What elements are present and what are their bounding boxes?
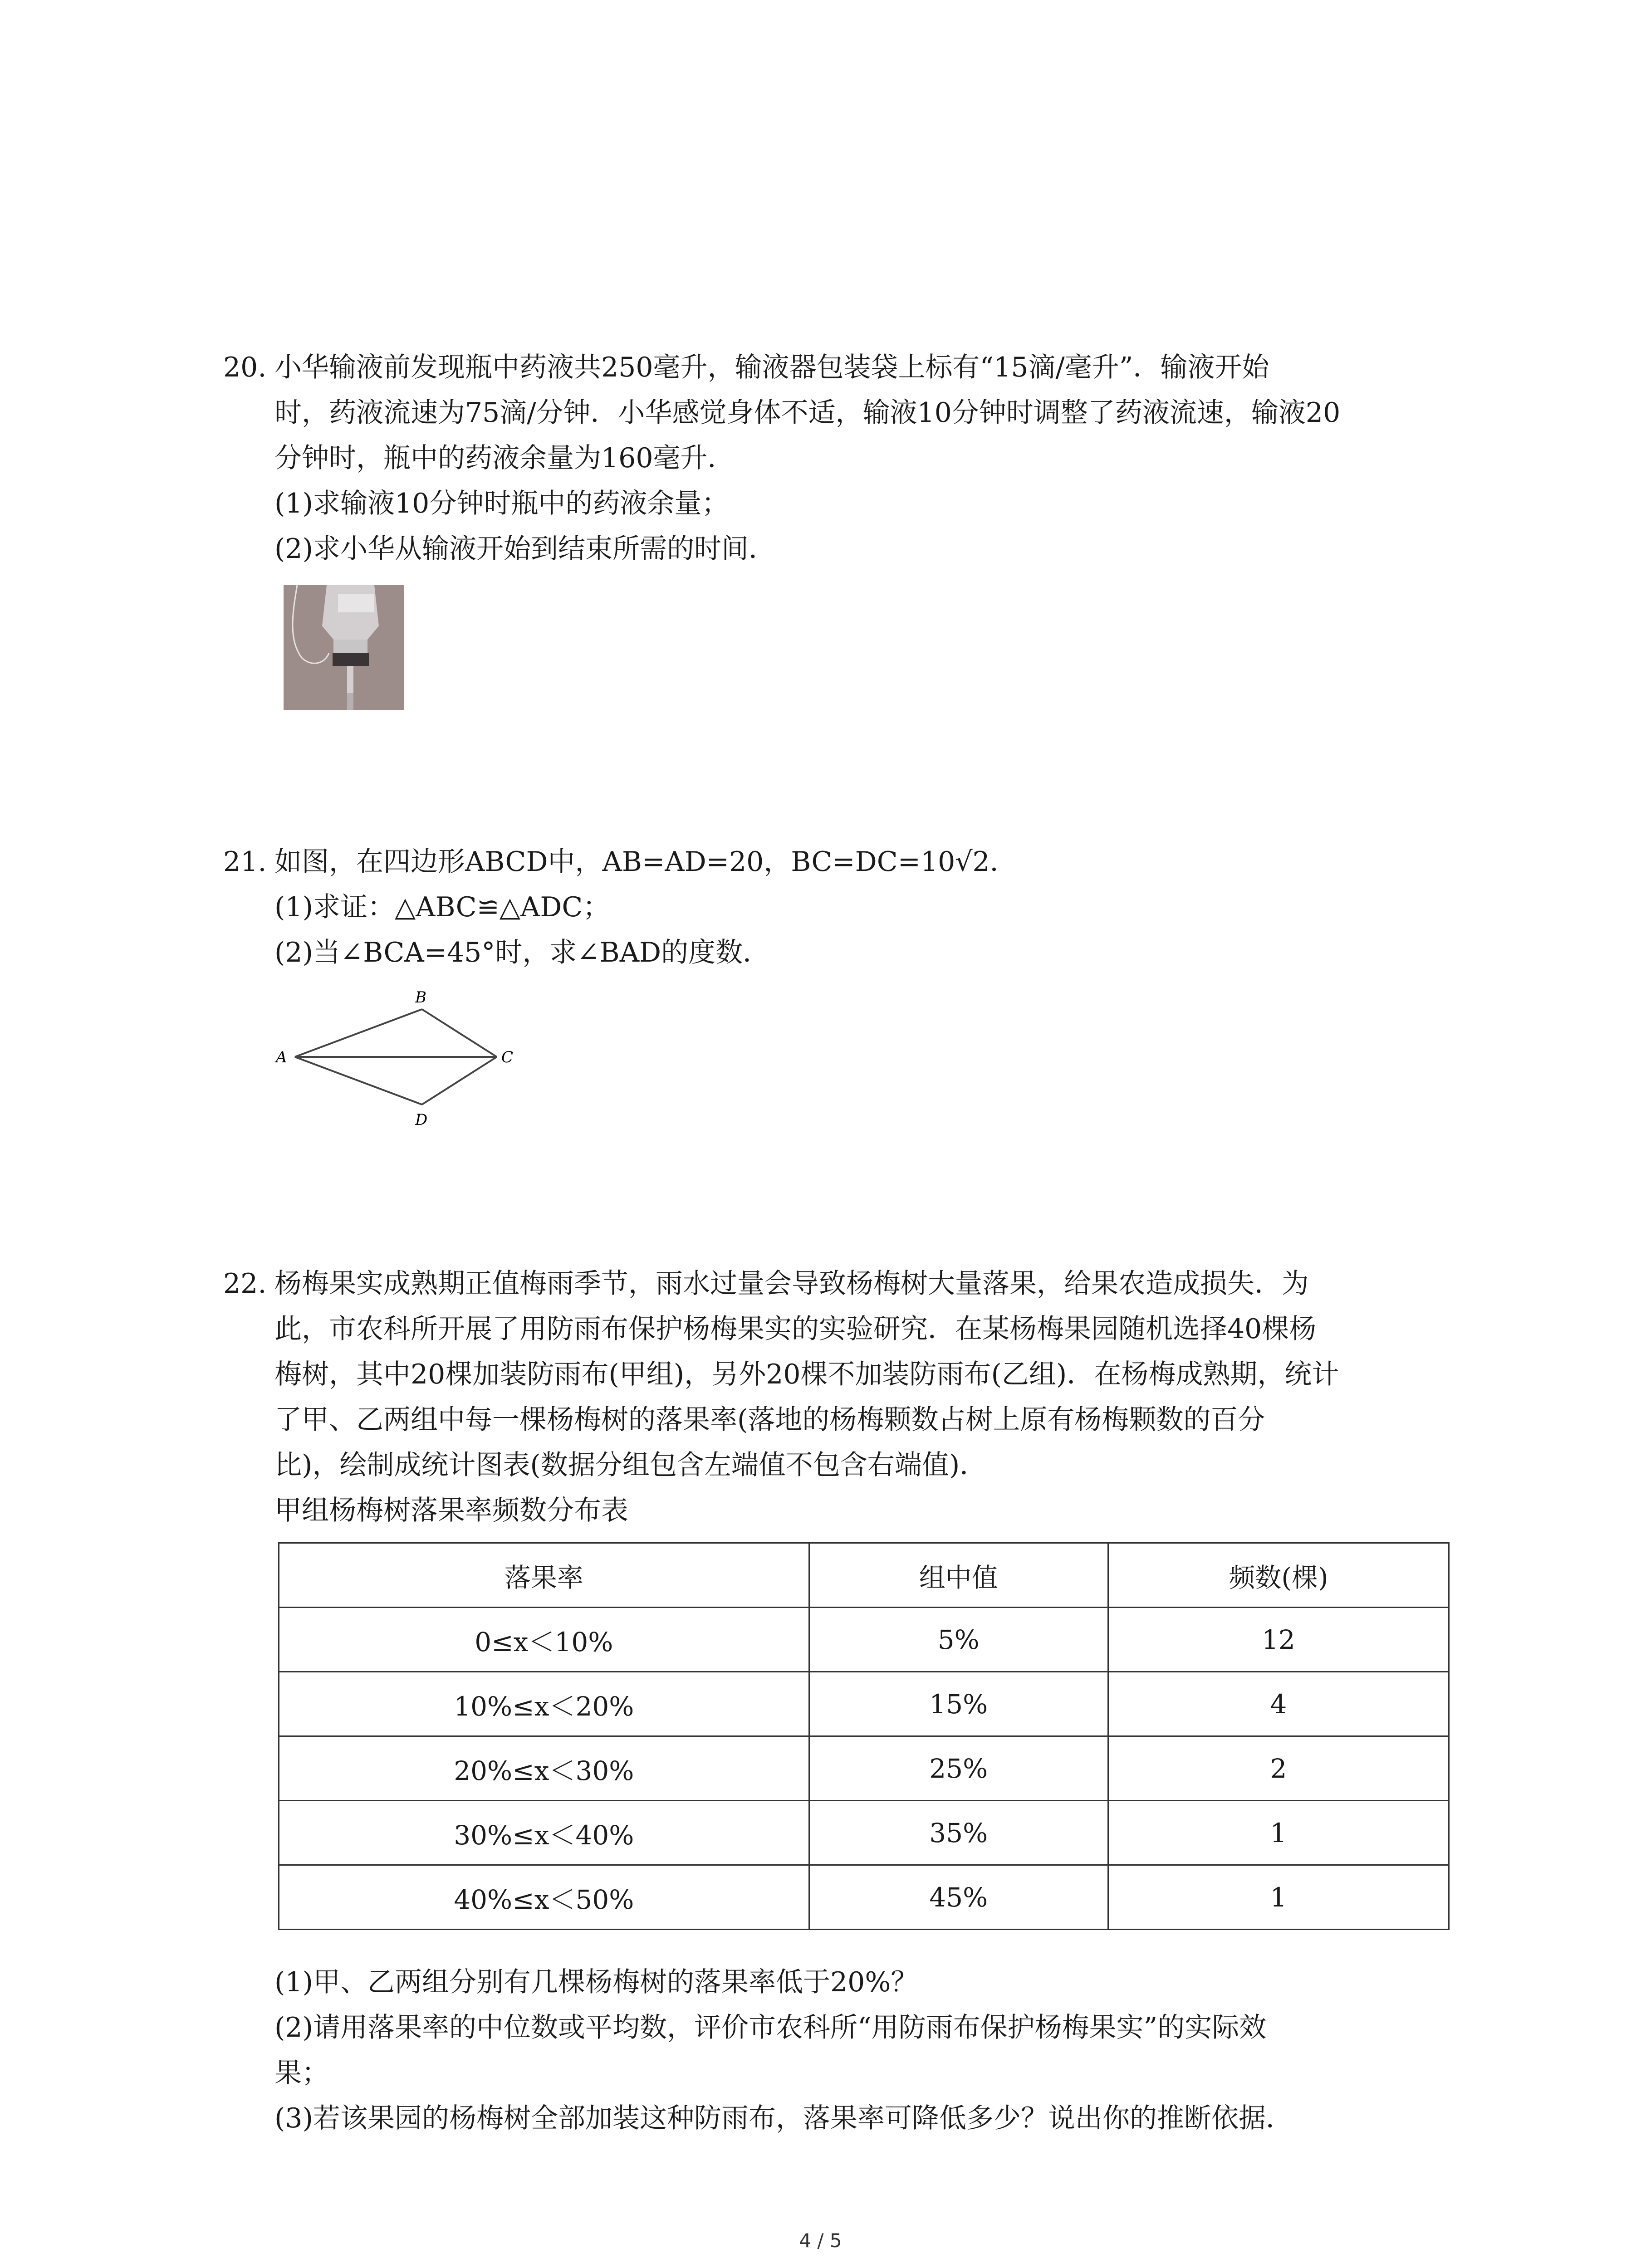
q20-part-1: (1)求输液10分钟时瓶中的药液余量； [274, 488, 729, 519]
cell-midpoint: 5% [809, 1608, 1108, 1672]
header-midpoint: 组中值 [809, 1543, 1108, 1608]
table-row [279, 1736, 1449, 1801]
cell-count: 2 [1108, 1736, 1449, 1801]
table-row [279, 1672, 1449, 1736]
q22-question-2: (2)请用落果率的中位数或平均数，评价市农科所“用防雨布保护杨梅果实”的实际效 [274, 2012, 1267, 2043]
q22-line-5: 比)，绘制成统计图表(数据分组包含左端值不包含右端值)． [274, 1449, 987, 1481]
frequency-table [278, 1542, 1450, 1930]
edge-BC [422, 1009, 497, 1057]
cell-count: 4 [1108, 1672, 1449, 1736]
cell-range: 40%≤x＜50% [279, 1865, 809, 1930]
cell-midpoint: 45% [809, 1865, 1108, 1930]
q22-line-1: 杨梅果实成熟期正值梅雨季节，雨水过量会导致杨梅树大量落果，给果农造成损失．为 [274, 1268, 1309, 1300]
table-row [279, 1801, 1449, 1865]
cell-count: 1 [1108, 1801, 1449, 1865]
table-caption: 甲组杨梅树落果率频数分布表 [274, 1495, 628, 1526]
header-fall-rate: 落果率 [279, 1543, 809, 1608]
q20-line-2: 时，药液流速为75滴/分钟．小华感觉身体不适，输液10分钟时调整了药液流速，输液20 [274, 397, 1341, 429]
vertex-label-C: C [501, 1048, 514, 1066]
cell-midpoint: 35% [809, 1801, 1108, 1865]
cell-midpoint: 25% [809, 1736, 1108, 1801]
q20-line-3: 分钟时，瓶中的药液余量为160毫升． [274, 442, 735, 474]
cell-count: 1 [1108, 1865, 1449, 1930]
q22-question-3: (3)若该果园的杨梅树全部加装这种防雨布，落果率可降低多少？说出你的推断依据． [274, 2102, 1293, 2134]
q22-question-2-cont: 果； [274, 2057, 329, 2089]
page-number: 4 / 5 [799, 2229, 842, 2252]
iv-bottle-photo [284, 585, 404, 710]
quadrilateral-diagram [268, 971, 540, 1143]
cell-range: 30%≤x＜40% [279, 1801, 809, 1865]
vertex-label-B: B [415, 988, 426, 1007]
q22-number: 22. [223, 1268, 267, 1300]
q21-part-1: (1)求证：△ABC≌△ADC； [274, 891, 610, 923]
edge-DA [295, 1057, 422, 1105]
q21-line-1: 如图，在四边形ABCD中，AB=AD=20，BC=DC=10√2． [274, 846, 1017, 878]
q21-number: 21. [223, 846, 267, 878]
q20-number: 20. [223, 352, 267, 383]
q22-line-4: 了甲、乙两组中每一棵杨梅树的落果率(落地的杨梅颗数占树上原有杨梅颗数的百分 [274, 1404, 1265, 1436]
cell-range: 0≤x＜10% [279, 1608, 809, 1672]
cell-range: 10%≤x＜20% [279, 1672, 809, 1736]
vertex-label-A: A [276, 1048, 287, 1066]
q20-line-1: 小华输液前发现瓶中药液共250毫升，输液器包装袋上标有“15滴/毫升”．输液开始 [274, 352, 1269, 383]
table-header-row [279, 1543, 1449, 1608]
vertex-label-D: D [415, 1111, 428, 1129]
q22-line-3: 梅树，其中20棵加装防雨布(甲组)，另外20棵不加装防雨布(乙组)．在杨梅成熟期，统计 [274, 1359, 1339, 1390]
cell-range: 20%≤x＜30% [279, 1736, 809, 1801]
q21-part-2: (2)当∠BCA=45°时，求∠BAD的度数． [274, 937, 770, 968]
cell-midpoint: 15% [809, 1672, 1108, 1736]
iv-bottle-image [284, 585, 404, 710]
q22-line-2: 此，市农科所开展了用防雨布保护杨梅果实的实验研究．在某杨梅果园随机选择40棵杨 [274, 1313, 1317, 1345]
table-row [279, 1865, 1449, 1930]
edge-AB [295, 1009, 422, 1057]
edge-CD [422, 1057, 497, 1105]
table-row [279, 1608, 1449, 1672]
q20-part-2: (2)求小华从输液开始到结束所需的时间． [274, 533, 776, 565]
cell-count: 12 [1108, 1608, 1449, 1672]
header-frequency: 频数(棵) [1108, 1543, 1449, 1608]
q22-question-1: (1)甲、乙两组分别有几棵杨梅树的落果率低于20%？ [274, 1966, 918, 1998]
